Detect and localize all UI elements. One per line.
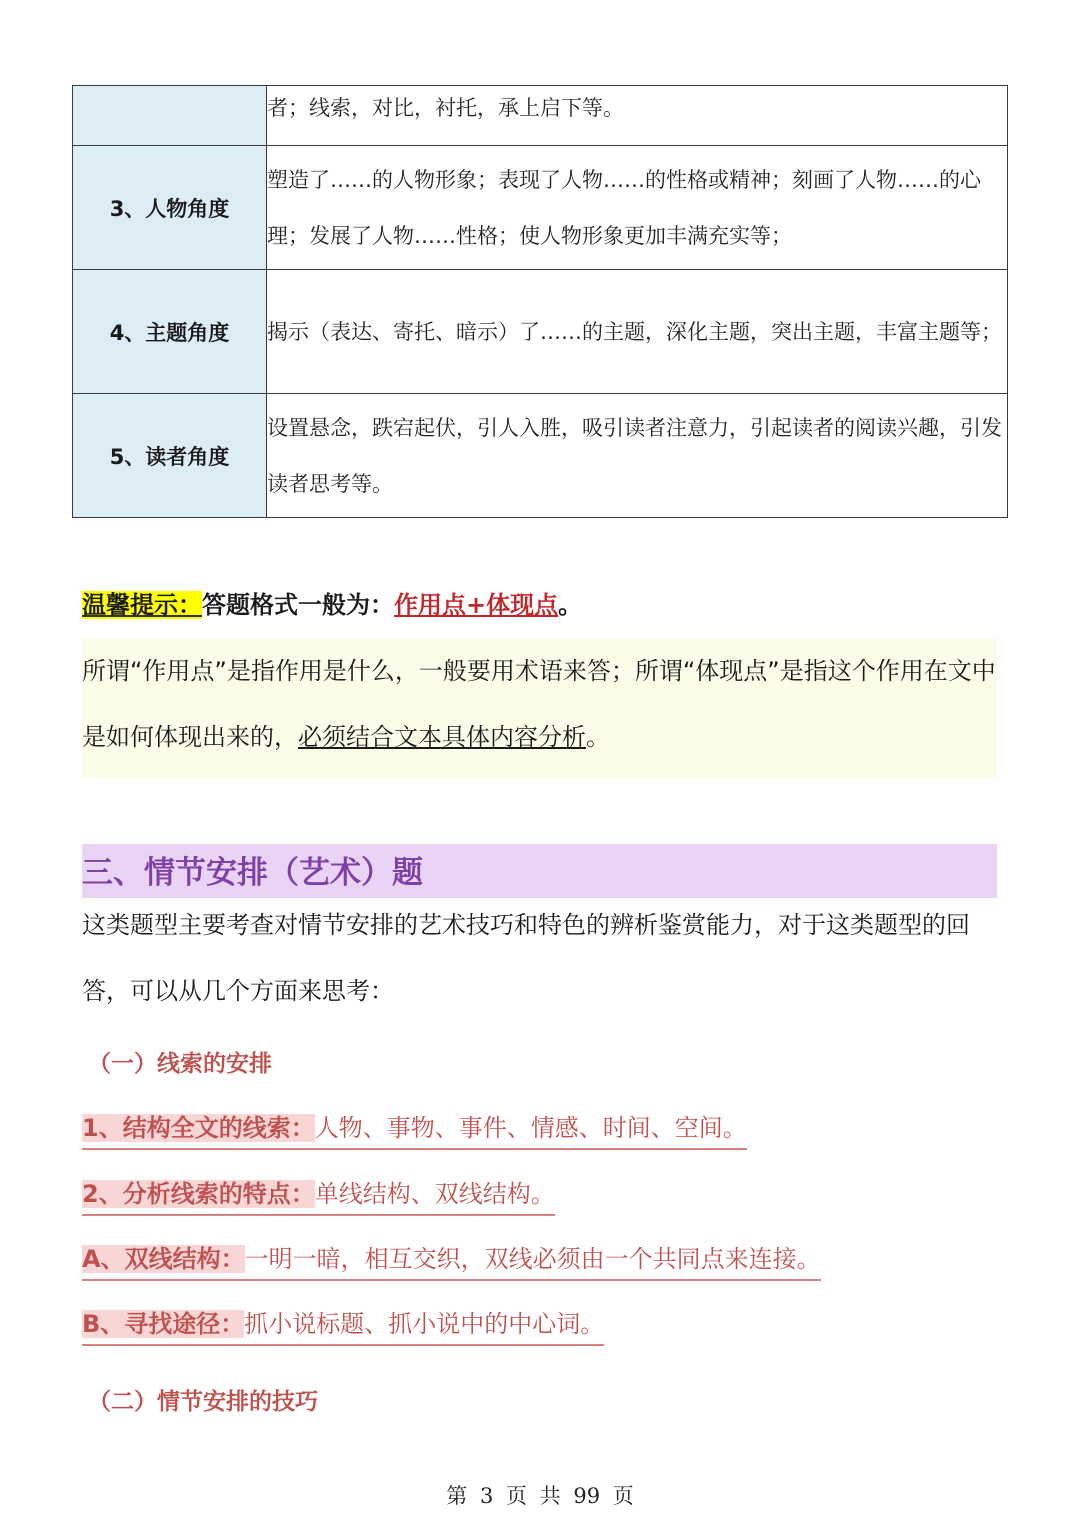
list-item [82,1239,821,1281]
item-key: A、双线结构： [82,1245,245,1273]
table-row [73,86,1008,146]
table-desc-cell: 塑造了……的人物形象；表现了人物……的性格或精神；刻画了人物……的心理；发展了人物……性格；使人物形象更加丰满充实等； [267,146,1008,270]
list-item [82,1174,555,1216]
table-label-cell [73,86,267,146]
table-desc-cell: 揭示（表达、寄托、暗示）了……的主题，深化主题，突出主题，丰富主题等； [267,270,1008,394]
subsection-heading-2: （二）情节安排的技巧 [88,1389,318,1415]
tip-heading [82,582,582,628]
tip-paragraph [82,638,997,770]
tip-label: 温馨提示： [82,591,202,619]
subsection-heading-1: （一）线索的安排 [88,1051,272,1077]
item-key: 2、分析线索的特点： [82,1180,315,1208]
item-value: 人物、事物、事件、情感、时间、空间。 [314,1114,747,1142]
item-value: 一明一暗，相互交织，双线必须由一个共同点来连接。 [244,1245,821,1273]
table-desc-cell: 者；线索，对比，衬托，承上启下等。 [267,86,1008,146]
table-label-cell: 5、读者角度 [73,394,267,518]
tip-para-underlined: 必须结合文本具体内容分析 [298,723,586,751]
answer-angle-table [72,85,1008,518]
tip-text: 答题格式一般为： [202,591,394,619]
table-row [73,394,1008,518]
table-label-cell: 4、主题角度 [73,270,267,394]
item-key: B、寻找途径： [82,1310,245,1338]
table-row [73,270,1008,394]
list-item [82,1304,604,1346]
tip-end: 。 [558,591,583,619]
tip-box [82,638,997,778]
item-key: 1、结构全文的线索： [82,1114,315,1142]
item-value: 单线结构、双线结构。 [314,1180,555,1208]
table-row [73,146,1008,270]
table-label-cell: 3、人物角度 [73,146,267,270]
section-intro: 这类题型主要考查对情节安排的艺术技巧和特色的辨析鉴赏能力，对于这类题型的回答，可以从几个方面来思考： [82,911,970,1005]
item-value: 抓小说标题、抓小说中的中心词。 [244,1310,605,1338]
section-title: 三、情节安排（艺术）题 [82,855,423,891]
table-desc-cell: 设置悬念，跌宕起伏，引人入胜，吸引读者注意力，引起读者的阅读兴趣，引发读者思考等。 [267,394,1008,518]
tip-format: 作用点+体现点 [394,591,559,619]
list-item [82,1108,747,1150]
page-footer: 第 3 页 共 99 页 [446,1484,634,1508]
tip-para-text: 所谓“作用点”是指作用是什么，一般要用术语来答；所谓“体现点”是指这个作用在文中是如何体现出来的， [82,657,996,751]
tip-para-end: 。 [586,723,610,751]
